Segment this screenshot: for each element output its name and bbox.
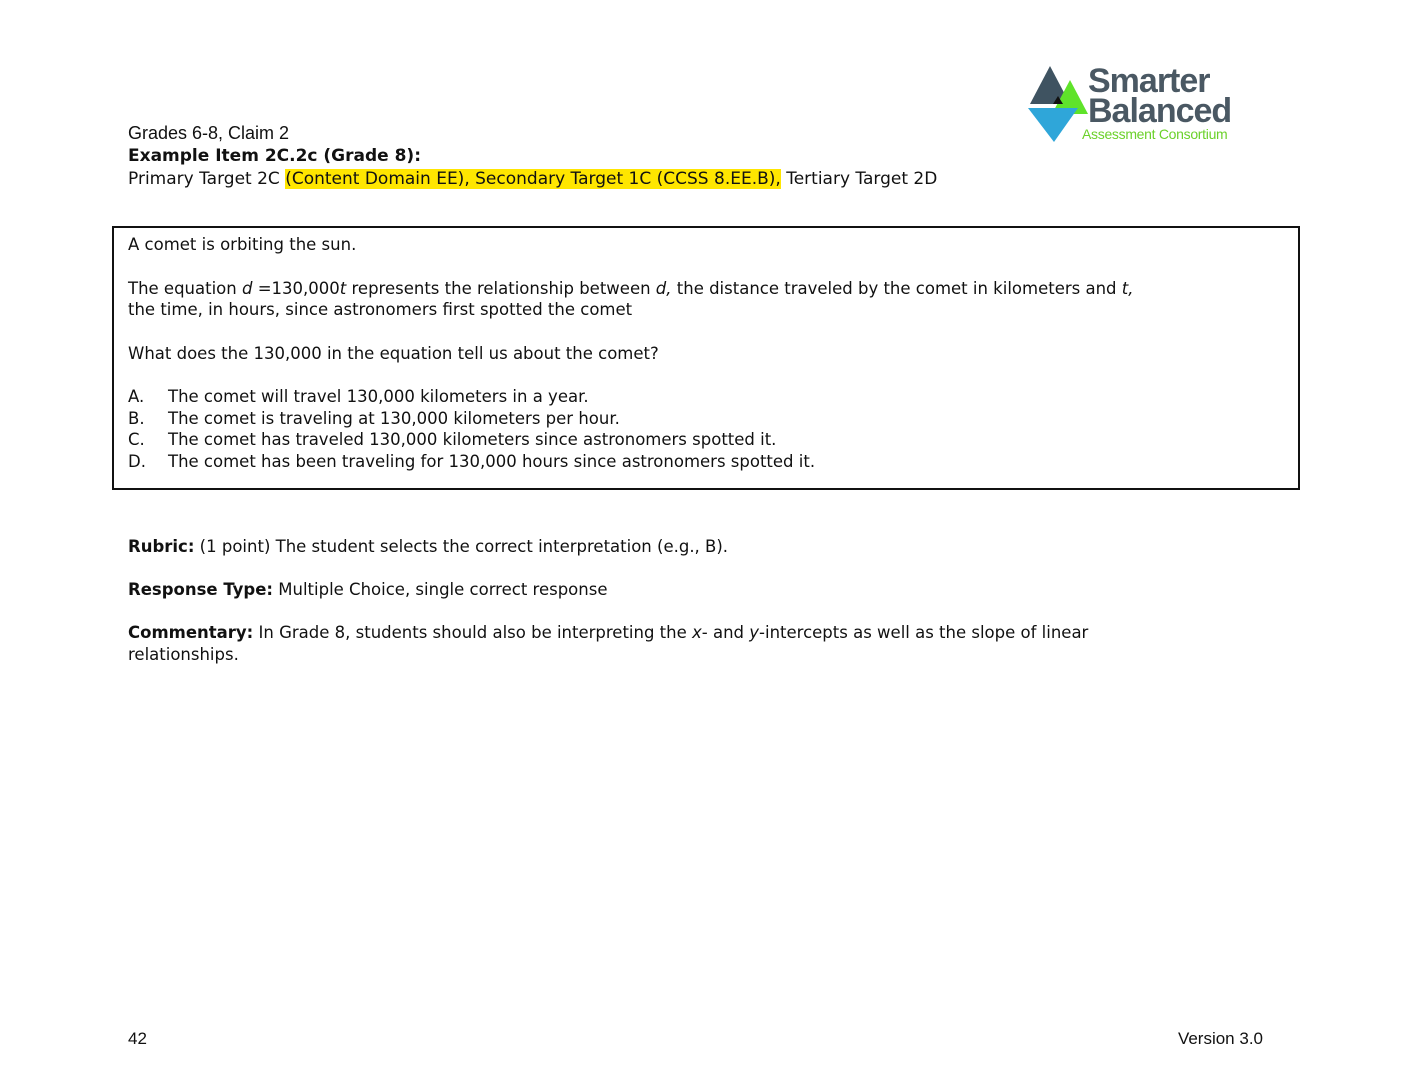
item-question: What does the 130,000 in the equation tell us about the comet? xyxy=(128,343,659,363)
item-box xyxy=(112,226,1300,490)
commentary-text: In Grade 8, students should also be interpreting the xyxy=(253,623,693,642)
tertiary-target: Tertiary Target 2D xyxy=(780,169,938,189)
eq-text: The equation xyxy=(128,278,242,298)
eq-text: represents the relationship between xyxy=(346,278,656,298)
option-letter: A. xyxy=(128,387,145,406)
commentary-label: Commentary: xyxy=(128,623,254,642)
eq-var-t: t, xyxy=(1121,278,1134,298)
version-label: Version 3.0 xyxy=(1177,1029,1263,1048)
eq-text: the time, in hours, since astronomers first spotted the comet xyxy=(128,300,633,319)
page-number: 42 xyxy=(128,1029,147,1048)
grades-claim-label: Grades 6-8, Claim 2 xyxy=(128,123,290,143)
rubric-text: (1 point) The student selects the correct interpretation (e.g., B). xyxy=(194,537,729,556)
logo-word-balanced: Balanced xyxy=(1088,92,1232,130)
answer-option-d xyxy=(128,451,1278,473)
primary-target: Primary Target 2C xyxy=(128,169,286,189)
item-content xyxy=(128,234,1278,472)
answer-option-a xyxy=(128,386,1278,408)
commentary-var-y: y xyxy=(749,623,760,642)
logo-subtitle: Assessment Consortium xyxy=(1082,126,1228,142)
response-type-label: Response Type: xyxy=(128,580,274,599)
option-text: The comet has traveled 130,000 kilometers since astronomers spotted it. xyxy=(168,430,777,449)
eq-var-d: d xyxy=(241,278,253,298)
response-type-paragraph xyxy=(128,579,1278,601)
example-item-title: Example Item 2C.2c (Grade 8): xyxy=(128,146,422,166)
option-text: The comet will travel 130,000 kilometers in a year. xyxy=(168,387,589,406)
eq-var-t: t xyxy=(339,278,347,298)
scoring-info xyxy=(128,536,1278,666)
eq-text: =130,000 xyxy=(252,278,340,298)
answer-option-b xyxy=(128,408,1278,430)
commentary-paragraph xyxy=(128,622,1278,666)
option-letter: D. xyxy=(128,451,146,471)
logo-word-smarter: Smarter xyxy=(1088,62,1210,100)
commentary-var-x: x xyxy=(692,623,702,642)
item-intro: A comet is orbiting the sun. xyxy=(128,235,357,254)
option-letter: B. xyxy=(128,408,145,428)
option-text: The comet has been traveling for 130,000 hours since astronomers spotted it. xyxy=(168,451,816,471)
response-type-text: Multiple Choice, single correct response xyxy=(273,580,608,599)
option-letter: C. xyxy=(128,430,145,449)
answer-option-c xyxy=(128,429,1278,451)
commentary-text: - and xyxy=(701,623,750,642)
item-equation-paragraph xyxy=(128,278,1278,321)
document-header xyxy=(128,122,1128,191)
rubric-paragraph xyxy=(128,536,1278,558)
smarter-balanced-logo xyxy=(1026,62,1266,146)
commentary-text: relationships. xyxy=(128,645,239,664)
eq-text: the distance traveled by the comet in kilometers and xyxy=(671,278,1122,298)
rubric-label: Rubric: xyxy=(128,537,195,556)
option-text: The comet is traveling at 130,000 kilometers per hour. xyxy=(168,408,620,428)
commentary-text: -intercepts as well as the slope of linear xyxy=(759,623,1089,642)
eq-var-d: d, xyxy=(655,278,672,298)
highlighted-targets: (Content Domain EE), Secondary Target 1C (CCSS 8.EE.B), xyxy=(285,169,781,189)
targets-line xyxy=(128,168,1128,191)
